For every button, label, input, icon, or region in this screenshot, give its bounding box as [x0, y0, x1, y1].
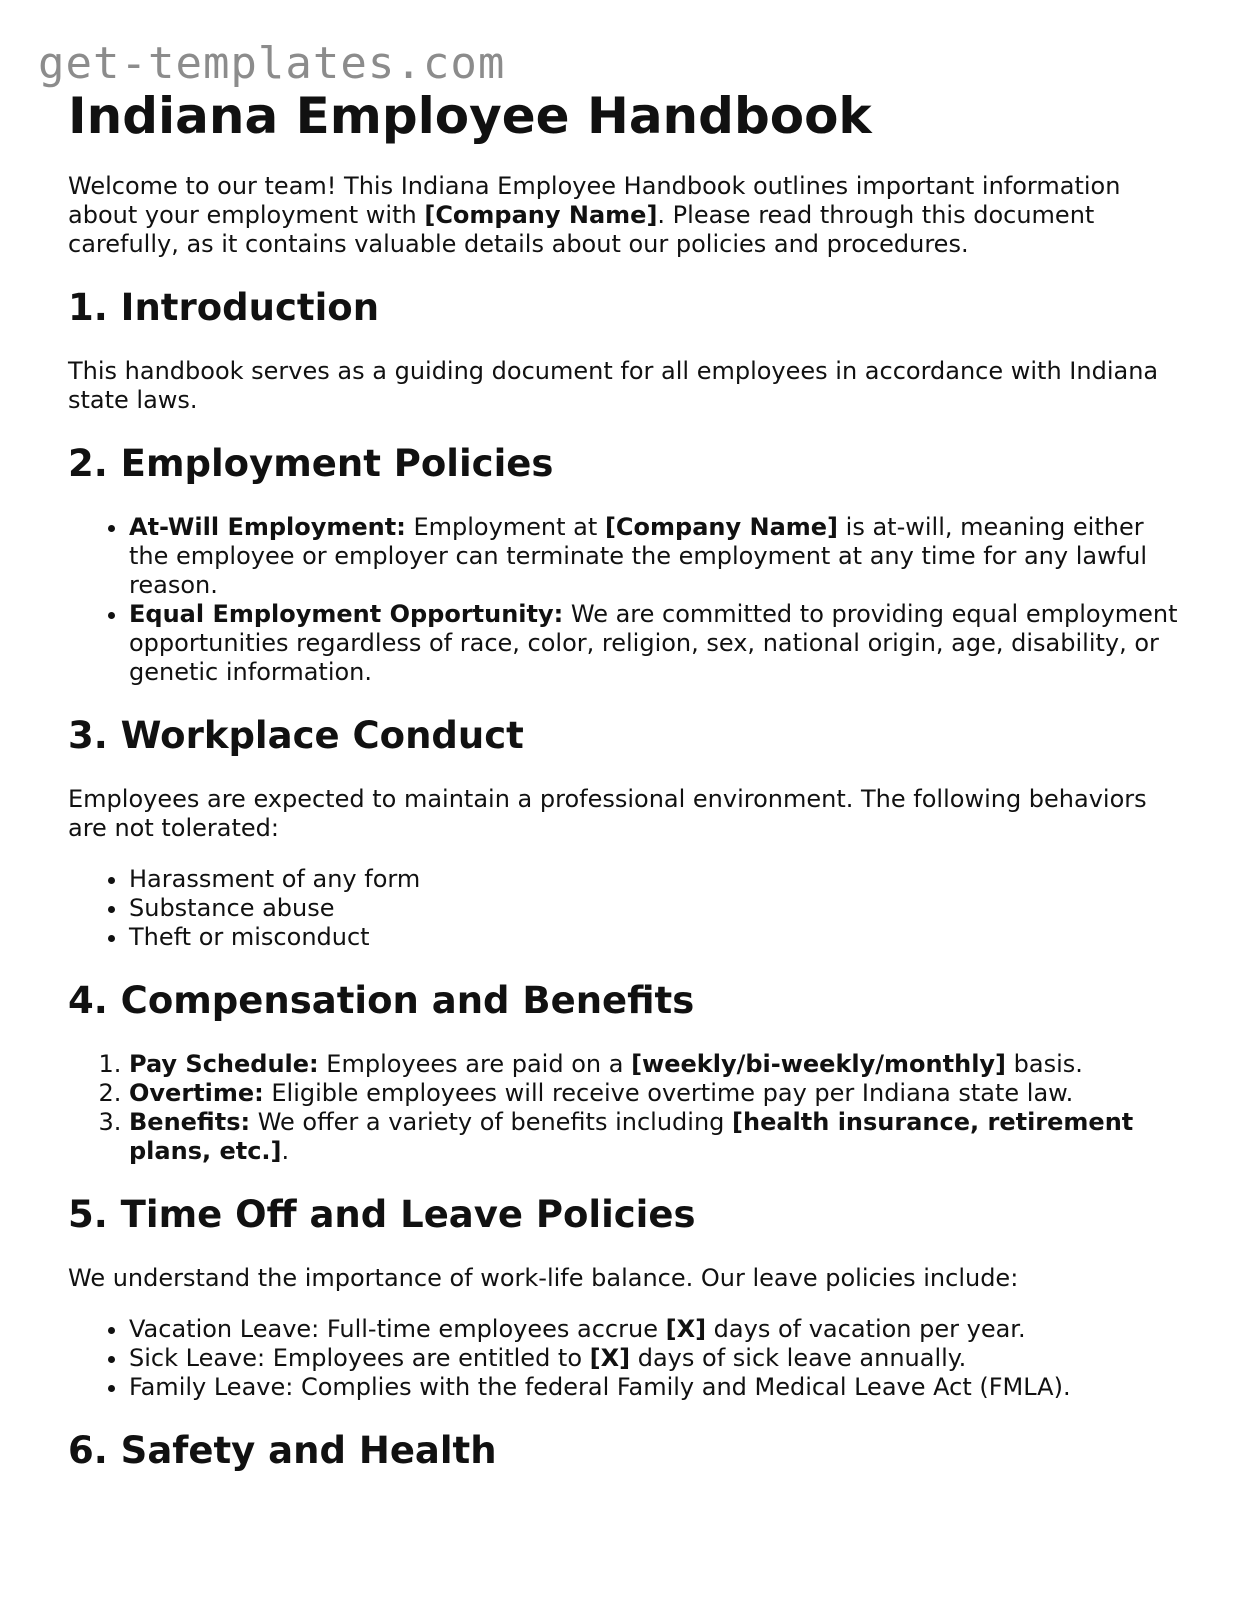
days-placeholder: [X] [665, 1315, 707, 1343]
item-label: Benefits: [129, 1108, 251, 1136]
watermark: get-templates.com [38, 38, 506, 89]
section-heading-time-off: 5. Time Off and Leave Policies [68, 1193, 696, 1236]
item-label: Overtime: [129, 1079, 264, 1107]
section-heading-safety: 6. Safety and Health [68, 1429, 497, 1472]
section-heading-employment-policies: 2. Employment Policies [68, 442, 554, 485]
employment-policies-list [68, 513, 1188, 687]
page-title: Indiana Employee Handbook [68, 87, 872, 145]
company-name-placeholder: [Company Name] [424, 201, 658, 229]
item-label: Equal Employment Opportunity: [129, 600, 564, 628]
item-label: At-Will Employment: [129, 513, 406, 541]
intro-paragraph [68, 172, 1188, 259]
section-heading-workplace-conduct: 3. Workplace Conduct [68, 714, 524, 757]
item-label: Pay Schedule: [129, 1050, 319, 1078]
company-name-placeholder: [Company Name] [604, 513, 839, 541]
list-item: 3. Benefits: We offer a variety of benefits including [health insurance, retirement plans, etc.]. [129, 1108, 1188, 1166]
pay-schedule-placeholder: [weekly/bi-weekly/monthly] [631, 1050, 1007, 1078]
introduction-paragraph: This handbook serves as a guiding document for all employees in accordance with Indiana state laws. [68, 357, 1159, 414]
intro-text-b: . Please read through this document carefully, as it contains valuable details about our policies and procedures. [68, 201, 1095, 258]
list-item: • Harassment of any form [129, 865, 1188, 894]
days-placeholder: [X] [589, 1344, 631, 1372]
list-item: • Vacation Leave: Full-time employees accrue [X] days of vacation per year. [129, 1315, 1188, 1344]
list-item: 2. Overtime: Eligible employees will receive overtime pay per Indiana state law. [129, 1079, 1188, 1108]
list-item: • Sick Leave: Employees are entitled to [X] days of sick leave annually. [129, 1344, 1188, 1373]
benefits-placeholder: [health insurance, retirement plans, etc.] [129, 1108, 1134, 1165]
list-item: 1. Pay Schedule: Employees are paid on a [weekly/bi-weekly/monthly] basis. [129, 1050, 1188, 1079]
time-off-paragraph: We understand the importance of work-life balance. Our leave policies include: [68, 1264, 1019, 1292]
list-item: • Theft or misconduct [129, 923, 1188, 952]
leave-policies-list [68, 1315, 1188, 1402]
document [68, 84, 1188, 1474]
workplace-conduct-paragraph: Employees are expected to maintain a professional environment. The following behaviors are not tolerated: [68, 785, 1147, 842]
list-item: • Substance abuse [129, 894, 1188, 923]
section-heading-compensation: 4. Compensation and Benefits [68, 979, 695, 1022]
compensation-list [68, 1050, 1188, 1166]
list-item: • Equal Employment Opportunity: We are committed to providing equal employment opportunities regardless of race, color, religion, sex, national origin, age, disability, or genetic information. [129, 600, 1188, 687]
intro-text-a: Welcome to our team! This Indiana Employee Handbook outlines important information about your employment with [68, 172, 1121, 229]
section-heading-introduction: 1. Introduction [68, 286, 380, 329]
workplace-conduct-list [68, 865, 1188, 952]
list-item: • Family Leave: Complies with the federal Family and Medical Leave Act (FMLA). [129, 1373, 1188, 1402]
list-item: • At-Will Employment: Employment at [Company Name] is at-will, meaning either the employee or employer can terminate the employment at any time for any lawful reason. [129, 513, 1188, 600]
